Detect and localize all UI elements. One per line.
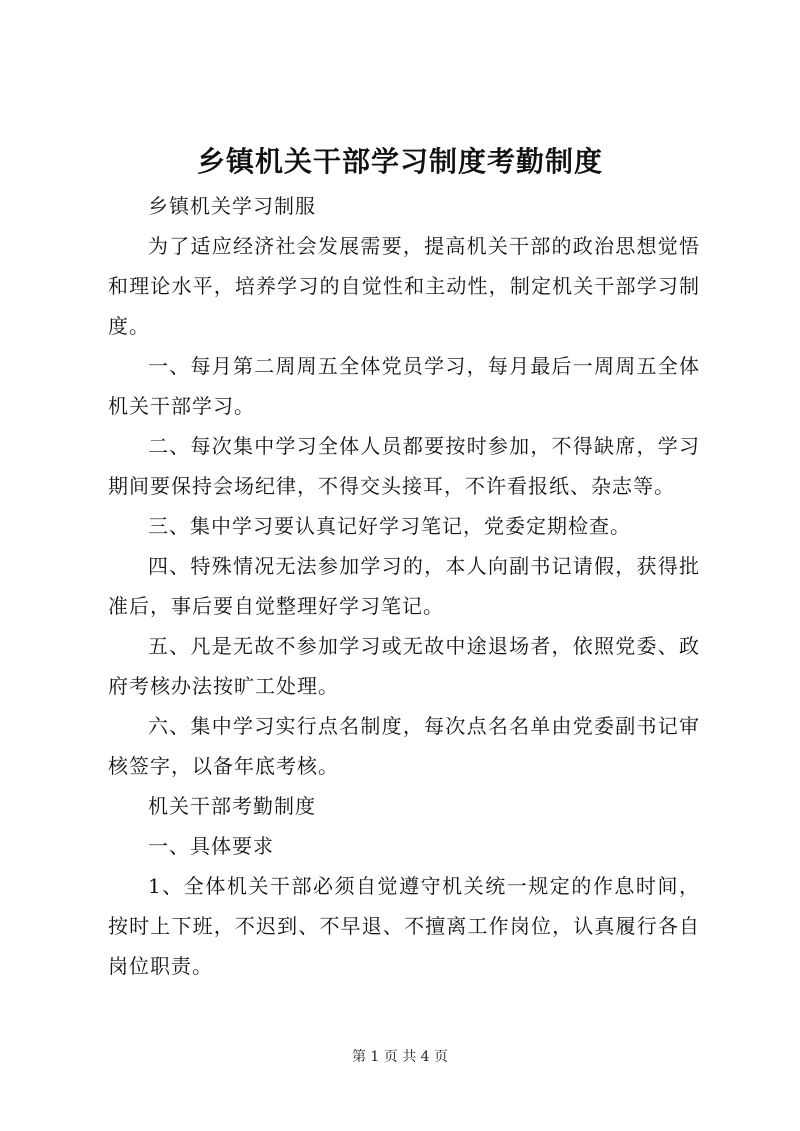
section-heading: 机关干部考勤制度 [148, 794, 316, 818]
page-footer: 第 1 页 共 4 页 [351, 1049, 449, 1065]
paragraph: 一、每月第二周周五全体党员学习，每月最后一周周五全体机关干部学习。 [108, 354, 700, 418]
paragraph: 二、每次集中学习全体人员都要按时参加，不得缺席，学习期间要保持会场纪律，不得交头接耳，不许看报纸、杂志等。 [108, 434, 700, 498]
subsection-heading: 一、具体要求 [148, 834, 274, 858]
paragraph: 乡镇机关学习制服 [148, 194, 316, 218]
document-body [108, 186, 700, 986]
paragraph: 为了适应经济社会发展需要，提高机关干部的政治思想觉悟和理论水平，培养学习的自觉性和主动性，制定机关干部学习制度。 [108, 234, 700, 338]
document-title: 乡镇机关干部学习制度考勤制度 [196, 145, 603, 178]
paragraph: 三、集中学习要认真记好学习笔记，党委定期检查。 [148, 514, 631, 538]
paragraph: 四、特殊情况无法参加学习的，本人向副书记请假，获得批准后，事后要自觉整理好学习笔记。 [108, 554, 700, 618]
paragraph: 五、凡是无故不参加学习或无故中途退场者，依照党委、政府考核办法按旷工处理。 [108, 634, 700, 698]
paragraph: 1、全体机关干部必须自觉遵守机关统一规定的作息时间，按时上下班，不迟到、不早退、不擅离工作岗位，认真履行各自岗位职责。 [108, 874, 700, 978]
paragraph: 六、集中学习实行点名制度，每次点名名单由党委副书记审核签字，以备年底考核。 [108, 714, 700, 778]
